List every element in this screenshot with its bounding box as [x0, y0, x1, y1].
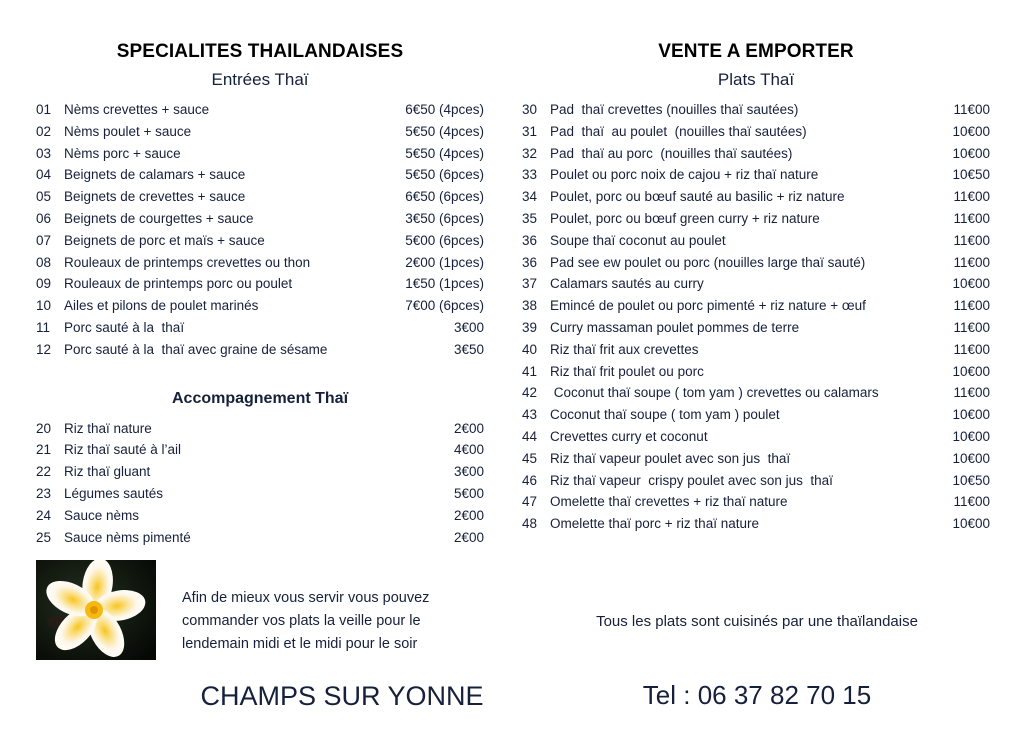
menu-item-label: Coconut thaï soupe ( tom yam ) poulet	[550, 407, 780, 423]
menu-item-price: 5€00	[453, 485, 484, 501]
menu-item-price: 2€00	[453, 507, 484, 523]
menu-item-row	[36, 230, 484, 252]
menu-item-label: Rouleaux de printemps crevettes ou thon	[64, 254, 311, 270]
menu-item-price: 11€00	[953, 102, 990, 117]
menu-item-price: 5€50 (4pces)	[405, 123, 484, 139]
menu-item-price: 7€00 (6pces)	[405, 298, 484, 314]
menu-item-number: 04	[36, 167, 52, 183]
menu-item-number: 05	[36, 189, 52, 205]
menu-item-number: 44	[522, 428, 538, 444]
menu-item-label: Riz thaï frit poulet ou porc	[550, 363, 704, 379]
menu-item-label: Poulet, porc ou bœuf sauté au basilic + riz nature	[550, 189, 845, 205]
menu-item-price: 3€50 (6pces)	[405, 210, 484, 226]
menu-item-price: 5€50 (4pces)	[405, 145, 484, 161]
menu-item-label: Beignets de courgettes + sauce	[64, 210, 254, 226]
menu-item-price: 11€00	[953, 341, 990, 357]
right-section-title-plats: Plats Thaï	[717, 70, 795, 89]
menu-item-number: 37	[522, 276, 538, 292]
menu-item-number: 41	[522, 363, 538, 379]
menu-item-price: 11€00	[953, 254, 990, 270]
menu-item-number: 38	[522, 298, 538, 314]
menu-item-label: Ailes et pilons de poulet marinés	[64, 298, 259, 314]
menu-item-label: Curry massaman poulet pommes de terre	[550, 319, 800, 335]
menu-item-label: Beignets de calamars + sauce	[64, 167, 246, 183]
menu-item-label: Beignets de porc et maïs + sauce	[64, 232, 265, 248]
menu-item-row	[36, 143, 484, 165]
menu-item-row	[522, 491, 990, 513]
menu-item-label: Pad thaï au porc (nouilles thaï sautées)	[550, 145, 793, 161]
menu-item-row	[36, 339, 484, 361]
menu-item-price: 1€50 (1pces)	[405, 276, 484, 292]
menu-item-price: 11€00	[953, 210, 990, 226]
menu-item-label: Riz thaï frit aux crevettes	[550, 341, 699, 357]
menu-item-number: 47	[522, 494, 538, 510]
menu-item-row	[36, 439, 484, 461]
menu-item-label: Omelette thaï crevettes + riz thaï nature	[550, 494, 788, 510]
menu-item-label: Poulet ou porc noix de cajou + riz thaï nature	[550, 167, 819, 183]
menu-item-row	[36, 208, 484, 230]
menu-item-row	[522, 426, 990, 448]
menu-item-row	[522, 99, 990, 121]
menu-item-label: Nèms poulet + sauce	[64, 123, 192, 139]
menu-item-row	[36, 483, 484, 505]
menu-item-row	[522, 295, 990, 317]
menu-item-price: 5€00 (6pces)	[405, 232, 484, 248]
menu-item-number: 42	[522, 385, 538, 401]
menu-item-number: 09	[36, 276, 52, 292]
menu-item-number: 25	[36, 529, 52, 545]
menu-item-number: 06	[36, 210, 52, 226]
menu-item-row	[36, 273, 484, 295]
order-ahead-notice: Afin de mieux vous servir vous pouvez commander vos plats la veille pour le lendemain midi et le midi pour le soir	[182, 589, 430, 652]
left-section-title-accompagnement: Accompagnement Thaï	[171, 389, 349, 407]
menu-item-row	[36, 461, 484, 483]
menu-item-price: 2€00	[453, 420, 484, 436]
menu-item-number: 10	[36, 298, 52, 314]
menu-item-number: 24	[36, 507, 52, 523]
menu-item-number: 45	[522, 450, 538, 466]
menu-item-row	[36, 99, 484, 121]
menu-item-row	[36, 252, 484, 274]
menu-item-label: Riz thaï gluant	[64, 464, 151, 480]
menu-item-number: 33	[522, 167, 538, 183]
menu-item-label: Riz thaï vapeur crispy poulet avec son jus thaï	[550, 472, 833, 488]
menu-item-label: Légumes sautés	[64, 485, 164, 501]
menu-item-number: 23	[36, 485, 52, 501]
entrees-list	[36, 90, 484, 361]
menu-item-label: Omelette thaï porc + riz thaï nature	[550, 516, 759, 532]
left-section-title-entrees: Entrées Thaï	[211, 70, 309, 89]
menu-item-row	[522, 361, 990, 383]
menu-item-number: 43	[522, 407, 538, 423]
town-name: CHAMPS SUR YONNE	[200, 681, 484, 711]
menu-item-label: Emincé de poulet ou porc pimenté + riz nature + œuf	[550, 298, 866, 314]
menu-item-row	[522, 143, 990, 165]
menu-item-row	[36, 527, 484, 549]
menu-item-price: 11€00	[953, 298, 990, 314]
menu-item-price: 11€00	[953, 189, 990, 205]
menu-item-number: 12	[36, 341, 52, 357]
menu-item-row	[522, 252, 990, 274]
menu-item-row	[36, 295, 484, 317]
menu-item-price: 10€50	[952, 167, 990, 183]
menu-item-price: 2€00	[453, 529, 484, 545]
menu-item-price: 10€00	[952, 145, 990, 161]
menu-item-row	[36, 186, 484, 208]
menu-item-label: Beignets de crevettes + sauce	[64, 189, 246, 205]
menu-item-price: 10€00	[952, 428, 990, 444]
menu-item-price: 10€00	[952, 123, 990, 139]
cooked-by-note: Tous les plats sont cuisinés par une thaïlandaise	[596, 613, 918, 630]
menu-item-price: 6€50 (6pces)	[405, 189, 484, 205]
right-column	[522, 0, 990, 535]
menu-item-row	[522, 382, 990, 404]
menu-item-label: Calamars sautés au curry	[550, 276, 704, 292]
menu-item-price: 10€00	[952, 450, 990, 466]
menu-item-label: Riz thaï sauté à l’ail	[64, 442, 182, 458]
menu-item-number: 31	[522, 123, 538, 139]
menu-item-number: 36	[522, 232, 538, 248]
menu-item-row	[522, 186, 990, 208]
menu-item-row	[522, 339, 990, 361]
menu-item-number: 39	[522, 319, 538, 335]
menu-item-number: 20	[36, 420, 52, 436]
menu-item-number: 46	[522, 472, 538, 488]
menu-item-price: 4€00	[453, 442, 484, 458]
menu-item-price: 11€00	[953, 319, 990, 335]
menu-item-number: 01	[36, 102, 52, 117]
menu-item-price: 3€50	[453, 341, 484, 357]
menu-item-price: 11€00	[953, 385, 990, 401]
menu-item-label: Riz thaï vapeur poulet avec son jus thaï	[550, 450, 791, 466]
right-main-title: VENTE A EMPORTER	[658, 41, 854, 62]
menu-item-number: 36	[522, 254, 538, 270]
menu-item-price: 6€50 (4pces)	[405, 102, 484, 117]
menu-item-number: 22	[36, 464, 52, 480]
menu-item-row	[522, 230, 990, 252]
plats-list	[522, 90, 990, 535]
menu-item-price: 3€00	[453, 464, 484, 480]
menu-item-price: 11€00	[953, 232, 990, 248]
menu-item-row	[522, 121, 990, 143]
menu-item-row	[36, 317, 484, 339]
menu-item-price: 11€00	[953, 494, 990, 510]
menu-item-number: 08	[36, 254, 52, 270]
menu-item-row	[522, 273, 990, 295]
menu-item-number: 48	[522, 516, 538, 532]
menu-item-row	[522, 448, 990, 470]
phone-number[interactable]: Tel : 06 37 82 70 15	[642, 680, 872, 710]
menu-item-label: Sauce nèms	[64, 507, 140, 523]
menu-item-label: Coconut thaï soupe ( tom yam ) crevettes ou calamars	[550, 385, 879, 401]
menu-item-label: Porc sauté à la thaï	[64, 319, 185, 335]
menu-item-number: 35	[522, 210, 538, 226]
menu-item-number: 11	[36, 319, 51, 335]
menu-item-price: 5€50 (6pces)	[405, 167, 484, 183]
menu-item-number: 07	[36, 232, 52, 248]
left-main-title: SPECIALITES THAILANDAISES	[116, 41, 404, 62]
menu-item-label: Soupe thaï coconut au poulet	[550, 232, 726, 248]
menu-item-number: 02	[36, 123, 52, 139]
menu-item-label: Nèms porc + sauce	[64, 145, 181, 161]
menu-item-number: 21	[36, 442, 52, 458]
menu-item-label: Pad thaï crevettes (nouilles thaï sautées)	[550, 102, 799, 117]
menu-item-label: Nèms crevettes + sauce	[64, 102, 210, 117]
menu-item-price: 10€00	[952, 516, 990, 532]
menu-item-price: 2€00 (1pces)	[405, 254, 484, 270]
menu-item-number: 03	[36, 145, 52, 161]
menu-item-label: Sauce nèms pimenté	[64, 529, 191, 545]
menu-item-label: Rouleaux de printemps porc ou poulet	[64, 276, 293, 292]
menu-item-row	[36, 505, 484, 527]
menu-item-row	[522, 208, 990, 230]
accompagnement-list	[36, 409, 484, 549]
menu-item-number: 32	[522, 145, 538, 161]
footer-right	[522, 596, 992, 737]
menu-item-price: 3€00	[453, 319, 484, 335]
menu-item-row	[522, 317, 990, 339]
menu-item-label: Porc sauté à la thaï avec graine de sésame	[64, 341, 328, 357]
menu-item-label: Riz thaï nature	[64, 420, 152, 436]
menu-item-row	[522, 470, 990, 492]
menu-item-number: 30	[522, 102, 538, 117]
left-column	[36, 0, 484, 548]
menu-item-row	[522, 513, 990, 535]
menu-item-row	[36, 164, 484, 186]
menu-item-row	[36, 121, 484, 143]
menu-item-row	[522, 404, 990, 426]
menu-item-label: Crevettes curry et coconut	[550, 428, 708, 444]
menu-item-price: 10€00	[952, 407, 990, 423]
plumeria-flower-photo	[36, 560, 156, 660]
menu-item-price: 10€00	[952, 363, 990, 379]
menu-item-label: Pad see ew poulet ou porc (nouilles large thaï sauté)	[550, 254, 866, 270]
menu-item-label: Pad thaï au poulet (nouilles thaï sautées)	[550, 123, 807, 139]
menu-item-row	[36, 418, 484, 440]
menu-item-row	[522, 164, 990, 186]
menu-item-number: 34	[522, 189, 538, 205]
menu-item-number: 40	[522, 341, 538, 357]
menu-item-label: Poulet, porc ou bœuf green curry + riz nature	[550, 210, 820, 226]
menu-item-price: 10€00	[952, 276, 990, 292]
menu-item-price: 10€50	[952, 472, 990, 488]
